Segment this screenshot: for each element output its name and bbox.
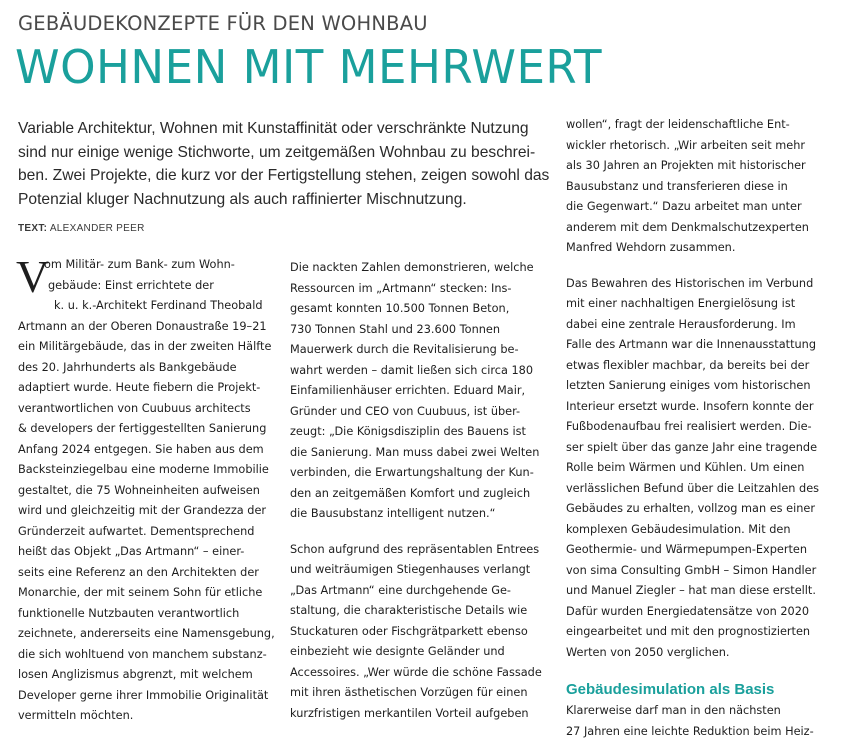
text-line: Werten von 2050 verglichen. bbox=[566, 643, 836, 664]
text-line: letzten Sanierung einiges vom historischen bbox=[566, 376, 836, 397]
headline: WOHNEN MIT MEHRWERT bbox=[15, 40, 623, 94]
text-line: Rolle beim Wärmen und Kühlen. Um einen bbox=[566, 458, 836, 479]
text-line: komplexen Gebäudesimulation. Mit den bbox=[566, 520, 836, 541]
text-line: heißt das Objekt „Das Artmann“ – einer- bbox=[18, 542, 280, 563]
text-line: mit einer nachhaltigen Energielösung ist bbox=[566, 294, 836, 315]
text-line: Accessoires. „Wer würde die schöne Fassade bbox=[290, 663, 552, 684]
byline-author: ALEXANDER PEER bbox=[50, 223, 145, 234]
text-line: wahrt werden – damit ließen sich circa 180 bbox=[290, 361, 552, 382]
text-line: ser spielt über das ganze Jahr eine tragende bbox=[566, 438, 836, 459]
text-line: Artmann an der Oberen Donaustraße 19–21 bbox=[18, 317, 280, 338]
article-column-3 bbox=[566, 115, 836, 742]
kicker: GEBÄUDEKONZEPTE FÜR DEN WOHNBAU bbox=[18, 12, 618, 36]
text-line: anderem mit dem Denkmalschutzexperten bbox=[566, 218, 836, 239]
lead-paragraph bbox=[18, 117, 558, 211]
text-line: dabei eine zentrale Herausforderung. Im bbox=[566, 315, 836, 336]
text-line: Anfang 2024 entgegen. Sie haben aus dem bbox=[18, 440, 280, 461]
text-line: Die nackten Zahlen demonstrieren, welche bbox=[290, 258, 552, 279]
lead-line: Variable Architektur, Wohnen mit Kunstaffinität oder verschränkte Nutzung bbox=[18, 117, 558, 141]
text-line: zeichnete, andererseits eine Namensgebung, bbox=[18, 624, 280, 645]
text-line: Manfred Wehdorn zusammen. bbox=[566, 238, 836, 259]
text-line: wird und gleichzeitig mit der Grandezza der bbox=[18, 501, 280, 522]
text-line: und weiträumigen Stiegenhauses verlangt bbox=[290, 560, 552, 581]
text-line: etwas flexibler machbar, da bereits bei der bbox=[566, 356, 836, 377]
text-line: Stuckaturen oder Fischgrätparkett ebenso bbox=[290, 622, 552, 643]
paragraph bbox=[566, 115, 836, 259]
dropcap-paragraph bbox=[18, 255, 280, 727]
text-line: verantwortlichen von Cuubuus architects bbox=[18, 399, 280, 420]
text-line: des 20. Jahrhunderts als Bankgebäude bbox=[18, 358, 280, 379]
text-line: Backsteinziegelbau eine moderne Immobilie bbox=[18, 460, 280, 481]
text-line: Gründer und CEO von Cuubuus, ist über- bbox=[290, 402, 552, 423]
paragraph bbox=[566, 701, 836, 742]
text-line: Dafür wurden Energiedatensätze von 2020 bbox=[566, 602, 836, 623]
text-line: losen Anglizismus abgrenzt, mit welchem bbox=[18, 665, 280, 686]
text-line: Falle des Artmann war die Innenausstattung bbox=[566, 335, 836, 356]
text-line: als 30 Jahren an Projekten mit historischer bbox=[566, 156, 836, 177]
text-line: Developer gerne ihrer Immobilie Originalität bbox=[18, 686, 280, 707]
text-line: Klarerweise darf man in den nächsten bbox=[566, 701, 836, 722]
text-line: staltung, die charakteristische Details wie bbox=[290, 601, 552, 622]
text-line: Bausubstanz und transferieren diese in bbox=[566, 177, 836, 198]
lead-line: ben. Zwei Projekte, die kurz vor der Fertigstellung stehen, zeigen sowohl das bbox=[18, 164, 558, 188]
text-line: mit ihren ästhetischen Vorzügen für einen bbox=[290, 683, 552, 704]
text-line: verlässlichen Befund über die Leitzahlen des bbox=[566, 479, 836, 500]
text-line: Fußbodenaufbau frei realisiert werden. Die- bbox=[566, 417, 836, 438]
text-line: den an zeitgemäßen Komfort und zugleich bbox=[290, 484, 552, 505]
text-line: om Militär- zum Bank- zum Wohn- bbox=[18, 255, 280, 276]
text-line: seits eine Referenz an den Architekten der bbox=[18, 563, 280, 584]
article-column-1 bbox=[18, 255, 280, 727]
text-line: Ressourcen im „Artmann“ stecken: Ins- bbox=[290, 279, 552, 300]
text-line: Interieur ersetzt wurde. Insofern konnte der bbox=[566, 397, 836, 418]
text-line: die Sanierung. Man muss dabei zwei Welten bbox=[290, 443, 552, 464]
text-line: und Manuel Ziegler – hat man diese erstellt. bbox=[566, 581, 836, 602]
text-line: Mauerwerk durch die Revitalisierung be- bbox=[290, 340, 552, 361]
text-line: wickler rhetorisch. „Wir arbeiten seit mehr bbox=[566, 136, 836, 157]
text-line: Monarchie, der mit seinem Sohn für etliche bbox=[18, 583, 280, 604]
text-line: wollen“, fragt der leidenschaftliche Ent- bbox=[566, 115, 836, 136]
text-line: gestaltet, die 75 Wohneinheiten aufweisen bbox=[18, 481, 280, 502]
text-line: gebäude: Einst errichtete der bbox=[18, 276, 280, 297]
text-line: 27 Jahren eine leichte Reduktion beim Heiz- bbox=[566, 722, 836, 742]
text-line: Gebäudes zu erhalten, vollzog man es einer bbox=[566, 499, 836, 520]
text-line: die Gegenwart.“ Dazu arbeitet man unter bbox=[566, 197, 836, 218]
text-line: 730 Tonnen Stahl und 23.600 Tonnen bbox=[290, 320, 552, 341]
text-line: einbezieht wie designte Geländer und bbox=[290, 642, 552, 663]
text-line: Schon aufgrund des repräsentablen Entrees bbox=[290, 540, 552, 561]
text-line: die sich wohltuend von manchem substanz- bbox=[18, 645, 280, 666]
text-line: von sima Consulting GmbH – Simon Handler bbox=[566, 561, 836, 582]
text-line: verbinden, die Erwartungshaltung der Kun- bbox=[290, 463, 552, 484]
article-column-2 bbox=[290, 258, 552, 724]
paragraph bbox=[290, 258, 552, 525]
text-line: eingearbeitet und mit den prognostizierten bbox=[566, 622, 836, 643]
text-line: „Das Artmann“ eine durchgehende Ge- bbox=[290, 581, 552, 602]
text-line: funktionelle Nutzbauten verantwortlich bbox=[18, 604, 280, 625]
text-line: Gründerzeit aufwartet. Dementsprechend bbox=[18, 522, 280, 543]
text-line: & developers der fertiggestellten Sanierung bbox=[18, 419, 280, 440]
lead-line: Potenzial kluger Nachnutzung als auch raffinierter Mischnutzung. bbox=[18, 188, 558, 212]
text-line: kurzfristigen merkantilen Vorteil aufgeben bbox=[290, 704, 552, 725]
text-line: die Bausubstanz intelligent nutzen.“ bbox=[290, 504, 552, 525]
dropcap: V bbox=[16, 257, 49, 297]
byline-label: TEXT: bbox=[18, 223, 47, 234]
lead-line: sind nur einige wenige Stichworte, um zeitgemäßen Wohnbau zu beschrei- bbox=[18, 141, 558, 165]
byline bbox=[18, 223, 145, 234]
paragraph bbox=[566, 274, 836, 664]
paragraph bbox=[290, 540, 552, 725]
text-line: k. u. k.-Architekt Ferdinand Theobald bbox=[18, 296, 280, 317]
text-line: Einfamilienhäuser errichten. Eduard Mair, bbox=[290, 381, 552, 402]
text-line: gesamt konnten 10.500 Tonnen Beton, bbox=[290, 299, 552, 320]
text-line: Geothermie- und Wärmepumpen-Experten bbox=[566, 540, 836, 561]
text-line: vermitteln möchten. bbox=[18, 706, 280, 727]
text-line: zeugt: „Die Königsdisziplin des Bauens ist bbox=[290, 422, 552, 443]
section-subheading: Gebäudesimulation als Basis bbox=[566, 679, 836, 701]
text-line: Das Bewahren des Historischen im Verbund bbox=[566, 274, 836, 295]
text-line: adaptiert wurde. Heute fiebern die Projekt- bbox=[18, 378, 280, 399]
text-line: ein Militärgebäude, das in der zweiten Hälfte bbox=[18, 337, 280, 358]
